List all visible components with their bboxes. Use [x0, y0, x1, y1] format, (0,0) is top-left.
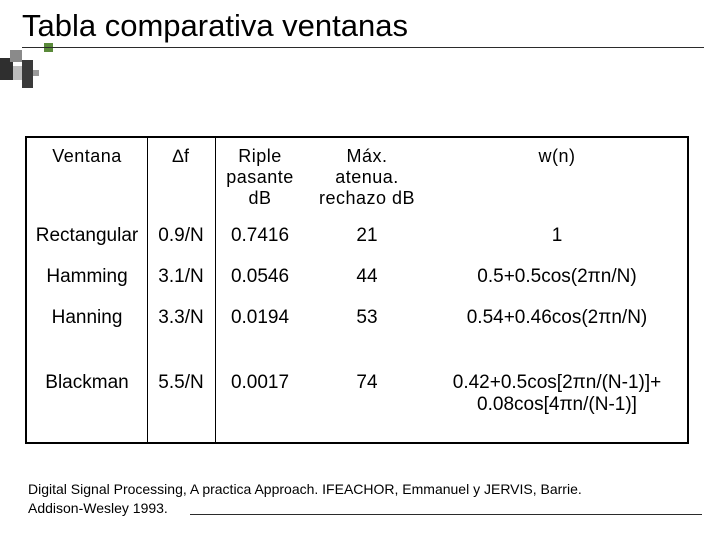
caption-line: Digital Signal Processing, A practica Approach. IFEACHOR, Emmanuel y JERVIS, Barrie. — [28, 481, 582, 497]
column-divider — [147, 138, 148, 442]
header-max-line: atenua. — [335, 167, 399, 187]
header-riple-line: pasante — [226, 167, 294, 187]
table-cell-wn: 0.54+0.46cos(2πn/N) — [466, 307, 648, 328]
table-cell-delta-f: 0.9/N — [158, 225, 204, 246]
table-cell-wn-line: 0.42+0.5cos[2πn/(N-1)]+ — [452, 372, 662, 393]
slide-title: Tabla comparativa ventanas — [22, 8, 409, 43]
header-max-atenuacion — [307, 146, 427, 209]
table-cell-riple: 0.0017 — [230, 372, 290, 393]
comparison-table — [25, 136, 689, 444]
table-cell-delta-f: 3.3/N — [158, 307, 204, 328]
header-max-line: rechazo dB — [318, 188, 416, 208]
header-riple — [215, 146, 305, 209]
table-cell-ventana: Hanning — [51, 307, 123, 328]
table-cell-max: 53 — [356, 307, 378, 328]
table-cell-max: 74 — [356, 372, 378, 393]
caption-divider — [190, 514, 702, 515]
table-cell-wn-line: 0.08cos[4πn/(N-1)] — [477, 394, 637, 415]
header-max-line: Máx. — [346, 146, 388, 166]
table-cell-ventana: Hamming — [46, 266, 128, 287]
table-cell-max: 44 — [356, 266, 378, 287]
table-cell-delta-f: 3.1/N — [158, 266, 204, 287]
table-cell-riple: 0.0546 — [230, 266, 290, 287]
table-cell-riple: 0.7416 — [230, 225, 290, 246]
table-cell-ventana: Rectangular — [35, 225, 139, 246]
table-cell-delta-f: 5.5/N — [158, 372, 204, 393]
table-cell-wn: 0.5+0.5cos(2πn/N) — [477, 266, 637, 287]
caption-line: Addison-Wesley 1993. — [28, 500, 168, 516]
header-riple-line: dB — [248, 188, 272, 208]
source-caption — [28, 480, 698, 518]
table-cell-wn: 1 — [551, 225, 563, 246]
header-ventana: Ventana — [52, 146, 122, 166]
table-cell-riple: 0.0194 — [230, 307, 290, 328]
header-riple-line: Riple — [238, 146, 282, 166]
table-cell-ventana: Blackman — [45, 372, 129, 393]
header-wn: w(n) — [538, 146, 576, 166]
table-cell-max: 21 — [356, 225, 378, 246]
table-cell-wn — [427, 372, 687, 416]
title-divider — [22, 47, 704, 48]
header-delta-f: ∆f — [172, 146, 190, 166]
